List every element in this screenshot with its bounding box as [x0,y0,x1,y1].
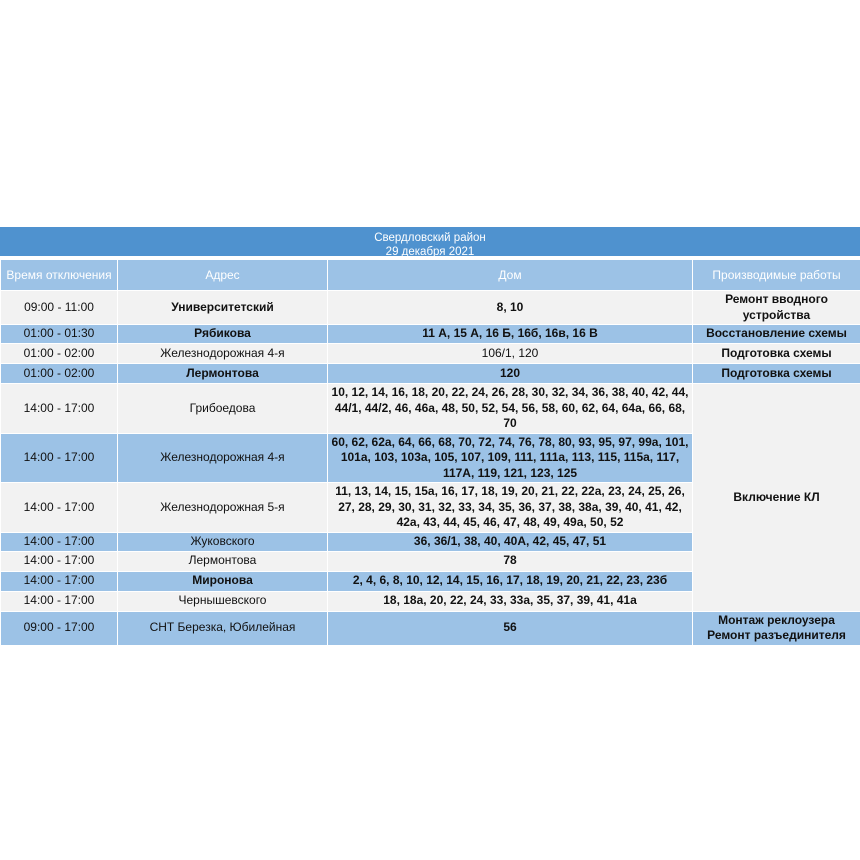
cell-houses: 36, 36/1, 38, 40, 40А, 42, 45, 47, 51 [328,532,693,551]
cell-time: 14:00 - 17:00 [1,591,118,611]
cell-time: 01:00 - 01:30 [1,325,118,344]
cell-work: Подготовка схемы [693,364,860,384]
header-time: Время отключения [1,260,118,291]
cell-work: Монтаж реклоузера Ремонт разъединителя [693,611,860,645]
cell-work: Подготовка схемы [693,344,860,364]
table-row [1,291,860,325]
cell-work: Восстановление схемы [693,325,860,344]
table-row [1,344,860,364]
cell-address: СНТ Березка, Юбилейная [118,611,328,645]
cell-houses: 106/1, 120 [328,344,693,364]
district-name: Свердловский район [374,232,486,244]
cell-address: Миронова [118,571,328,591]
cell-time: 01:00 - 02:00 [1,344,118,364]
table-row [1,325,860,344]
cell-time: 14:00 - 17:00 [1,483,118,533]
cell-houses: 11 А, 15 А, 16 Б, 16б, 16в, 16 В [328,325,693,344]
cell-time: 14:00 - 17:00 [1,433,118,483]
cell-address: Рябикова [118,325,328,344]
cell-time: 14:00 - 17:00 [1,532,118,551]
cell-houses: 11, 13, 14, 15, 15а, 16, 17, 18, 19, 20, 21, 22, 22а, 23, 24, 25, 26, 27, 28, 29, 30, 31, 32, 33, 34, 35, 36, 37, 38, 38а, 39, 40, 41, 42, 42а, 43, 44, 45, 46, 47, 48, 49, 49а, 50, 52 [328,483,693,533]
cell-houses: 18, 18а, 20, 22, 24, 33, 33а, 35, 37, 39, 41, 41а [328,591,693,611]
cell-address: Грибоедова [118,384,328,434]
cell-address: Чернышевского [118,591,328,611]
cell-time: 09:00 - 11:00 [1,291,118,325]
cell-work-merged: Включение КЛ [693,384,860,612]
schedule-table [0,259,860,646]
outage-schedule [0,227,860,646]
schedule-date: 29 декабря 2021 [385,246,475,258]
cell-houses: 56 [328,611,693,645]
table-row [1,364,860,384]
table-row [1,384,860,434]
cell-work: Ремонт вводного устройства [693,291,860,325]
cell-address: Железнодорожная 4-я [118,433,328,483]
cell-houses: 78 [328,551,693,571]
cell-address: Железнодорожная 5-я [118,483,328,533]
cell-houses: 8, 10 [328,291,693,325]
cell-time: 14:00 - 17:00 [1,551,118,571]
header-address: Адрес [118,260,328,291]
cell-time: 14:00 - 17:00 [1,384,118,434]
table-title [0,227,860,259]
cell-address: Лермонтова [118,364,328,384]
header-houses: Дом [328,260,693,291]
cell-address: Жуковского [118,532,328,551]
cell-houses: 10, 12, 14, 16, 18, 20, 22, 24, 26, 28, 30, 32, 34, 36, 38, 40, 42, 44, 44/1, 44/2, 46, 46а, 48, 50, 52, 54, 56, 58, 60, 62, 64, 64а, 66, 68, 70 [328,384,693,434]
cell-houses: 120 [328,364,693,384]
cell-address: Железнодорожная 4-я [118,344,328,364]
table-row [1,611,860,645]
cell-houses: 60, 62, 62а, 64, 66, 68, 70, 72, 74, 76, 78, 80, 93, 95, 97, 99а, 101, 101а, 103, 103а, 105, 107, 109, 111, 111а, 113, 115, 115а, 117, 117А, 119, 121, 123, 125 [328,433,693,483]
cell-time: 09:00 - 17:00 [1,611,118,645]
header-work: Производимые работы [693,260,860,291]
cell-address: Университетский [118,291,328,325]
cell-address: Лермонтова [118,551,328,571]
header-row [1,260,860,291]
cell-houses: 2, 4, 6, 8, 10, 12, 14, 15, 16, 17, 18, 19, 20, 21, 22, 23, 23б [328,571,693,591]
cell-time: 14:00 - 17:00 [1,571,118,591]
cell-time: 01:00 - 02:00 [1,364,118,384]
